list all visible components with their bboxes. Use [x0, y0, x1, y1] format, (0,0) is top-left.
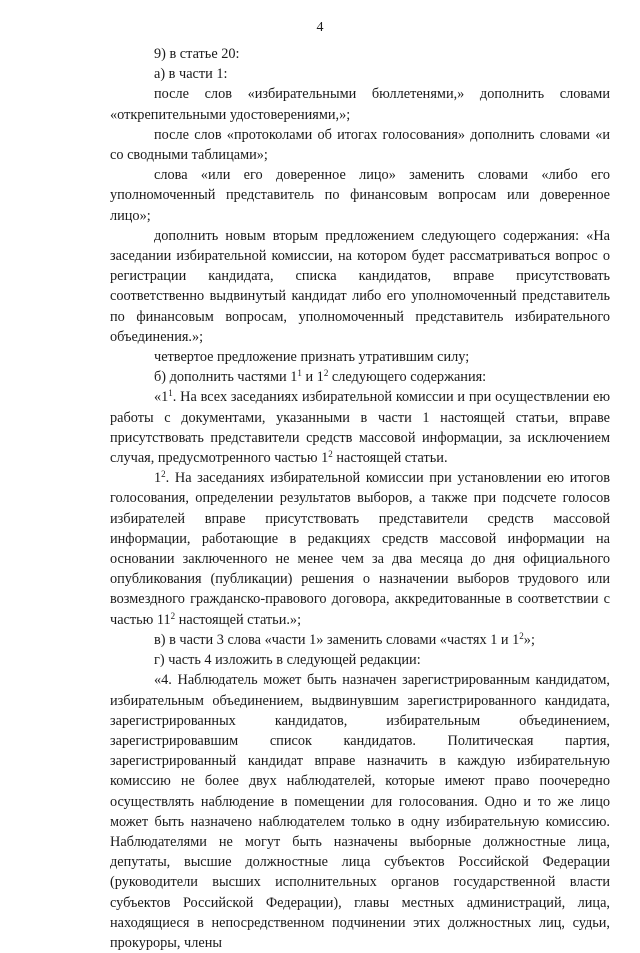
paragraph: [110, 468, 610, 630]
paragraph: [110, 387, 610, 468]
text-run: 9) в статье 20:: [154, 46, 240, 62]
text-run: »;: [523, 631, 535, 648]
text-run: четвертое предложение признать утратившим силу;: [154, 349, 470, 366]
paragraph: [110, 226, 610, 347]
text-run: следующего содержания:: [328, 369, 487, 386]
superscript: 2: [519, 630, 524, 641]
superscript: 1: [297, 368, 302, 379]
superscript: 2: [170, 610, 176, 621]
superscript: 1: [168, 388, 173, 399]
text-run: слова «или его доверенное лицо» заменить словами «либо его уполномоченный представитель по финансовым вопросам или доверенное лицо»;: [110, 167, 610, 224]
paragraph: [110, 367, 610, 387]
text-run: дополнить новым вторым предложением следующего содержания: «На заседании избирательной комиссии, на котором будет рассматриваться вопрос о регистрации кандидата, списка кандидатов, вправе присутствовать соответственно выдвинутый кандидат либо его уполномоченный представитель по финансовым вопросам, уполномоченный представитель избирательного объединения.»;: [110, 227, 610, 345]
document-body: [110, 44, 610, 953]
text-run: . На всех заседаниях избирательной комиссии и при осуществлении ею работы с документами, указанными в части 1 настоящей статьи, вправе присутствовать представители средств массовой информации, за исключением случая, предусмотренного частью 1: [110, 389, 610, 467]
paragraph: [110, 670, 610, 953]
paragraph: [110, 630, 610, 650]
superscript: 2: [328, 449, 333, 460]
paragraph: [110, 347, 610, 367]
text-run: после слов «протоколами об итогах голосования» дополнить словами «и со сводными таблицами»;: [110, 126, 610, 164]
text-run: . На заседаниях избирательной комиссии при установлении ею итогов голосования, определении результатов выборов, а также при подсчете голосов избирателей вправе присутствовать представители средств массовой информации, работающие в редакциях средств массовой информации на основании заключенного не менее чем за два месяца до дня официального опубликования (публикации) решения о назначении выборов трудового или возмездного гражданско-правового договора, аккредитованные в соответствии с частью 11: [110, 470, 610, 628]
text-run: «4. Наблюдатель может быть назначен зарегистрированным кандидатом, избирательным объединением, выдвинувшим зарегистрированного кандидата, зарегистрированных кандидатов, избирательным объединением, зарегистрировавшим список кандидатов. Политическая партия, зарегистрированный кандидат вправе назначить в каждую избирательную комиссию не более двух наблюдателей, которые имеют право поочередно осуществлять наблюдение в помещении для голосования. Одно и то же лицо может быть назначено наблюдателем только в одну избирательную комиссию. Наблюдателями не могут быть назначены выборные должностные лица, депутаты, высшие должностные лица субъектов Российской Федерации (руководители высших исполнительных органов государственной власти субъектов Российской Федерации), главы местных администраций, лица, находящиеся в непосредственном подчинении этих должностных лиц, судьи, прокуроры, члены: [110, 672, 610, 951]
superscript: 2: [323, 368, 329, 379]
paragraph: [110, 64, 610, 84]
text-run: настоящей статьи.: [332, 450, 448, 467]
text-run: и 1: [301, 369, 324, 386]
page-number: 4: [316, 20, 324, 35]
paragraph: [110, 84, 610, 124]
text-run: 1: [154, 470, 162, 487]
text-run: «1: [154, 389, 169, 406]
text-run: в) в части 3 слова «части 1» заменить словами «частях 1 и 1: [154, 631, 520, 648]
text-run: после слов «избирательными бюллетенями,» дополнить словами «открепительными удостоверениями,»;: [110, 86, 610, 123]
text-run: а) в части 1:: [154, 66, 228, 83]
text-run: настоящей статьи.»;: [175, 611, 302, 628]
paragraph: [110, 125, 610, 165]
text-run: г) часть 4 изложить в следующей редакции:: [154, 652, 421, 669]
paragraph: [110, 44, 610, 64]
superscript: 2: [161, 469, 166, 480]
paragraph: [110, 650, 610, 670]
paragraph: [110, 165, 610, 226]
text-run: б) дополнить частями 1: [154, 369, 298, 386]
